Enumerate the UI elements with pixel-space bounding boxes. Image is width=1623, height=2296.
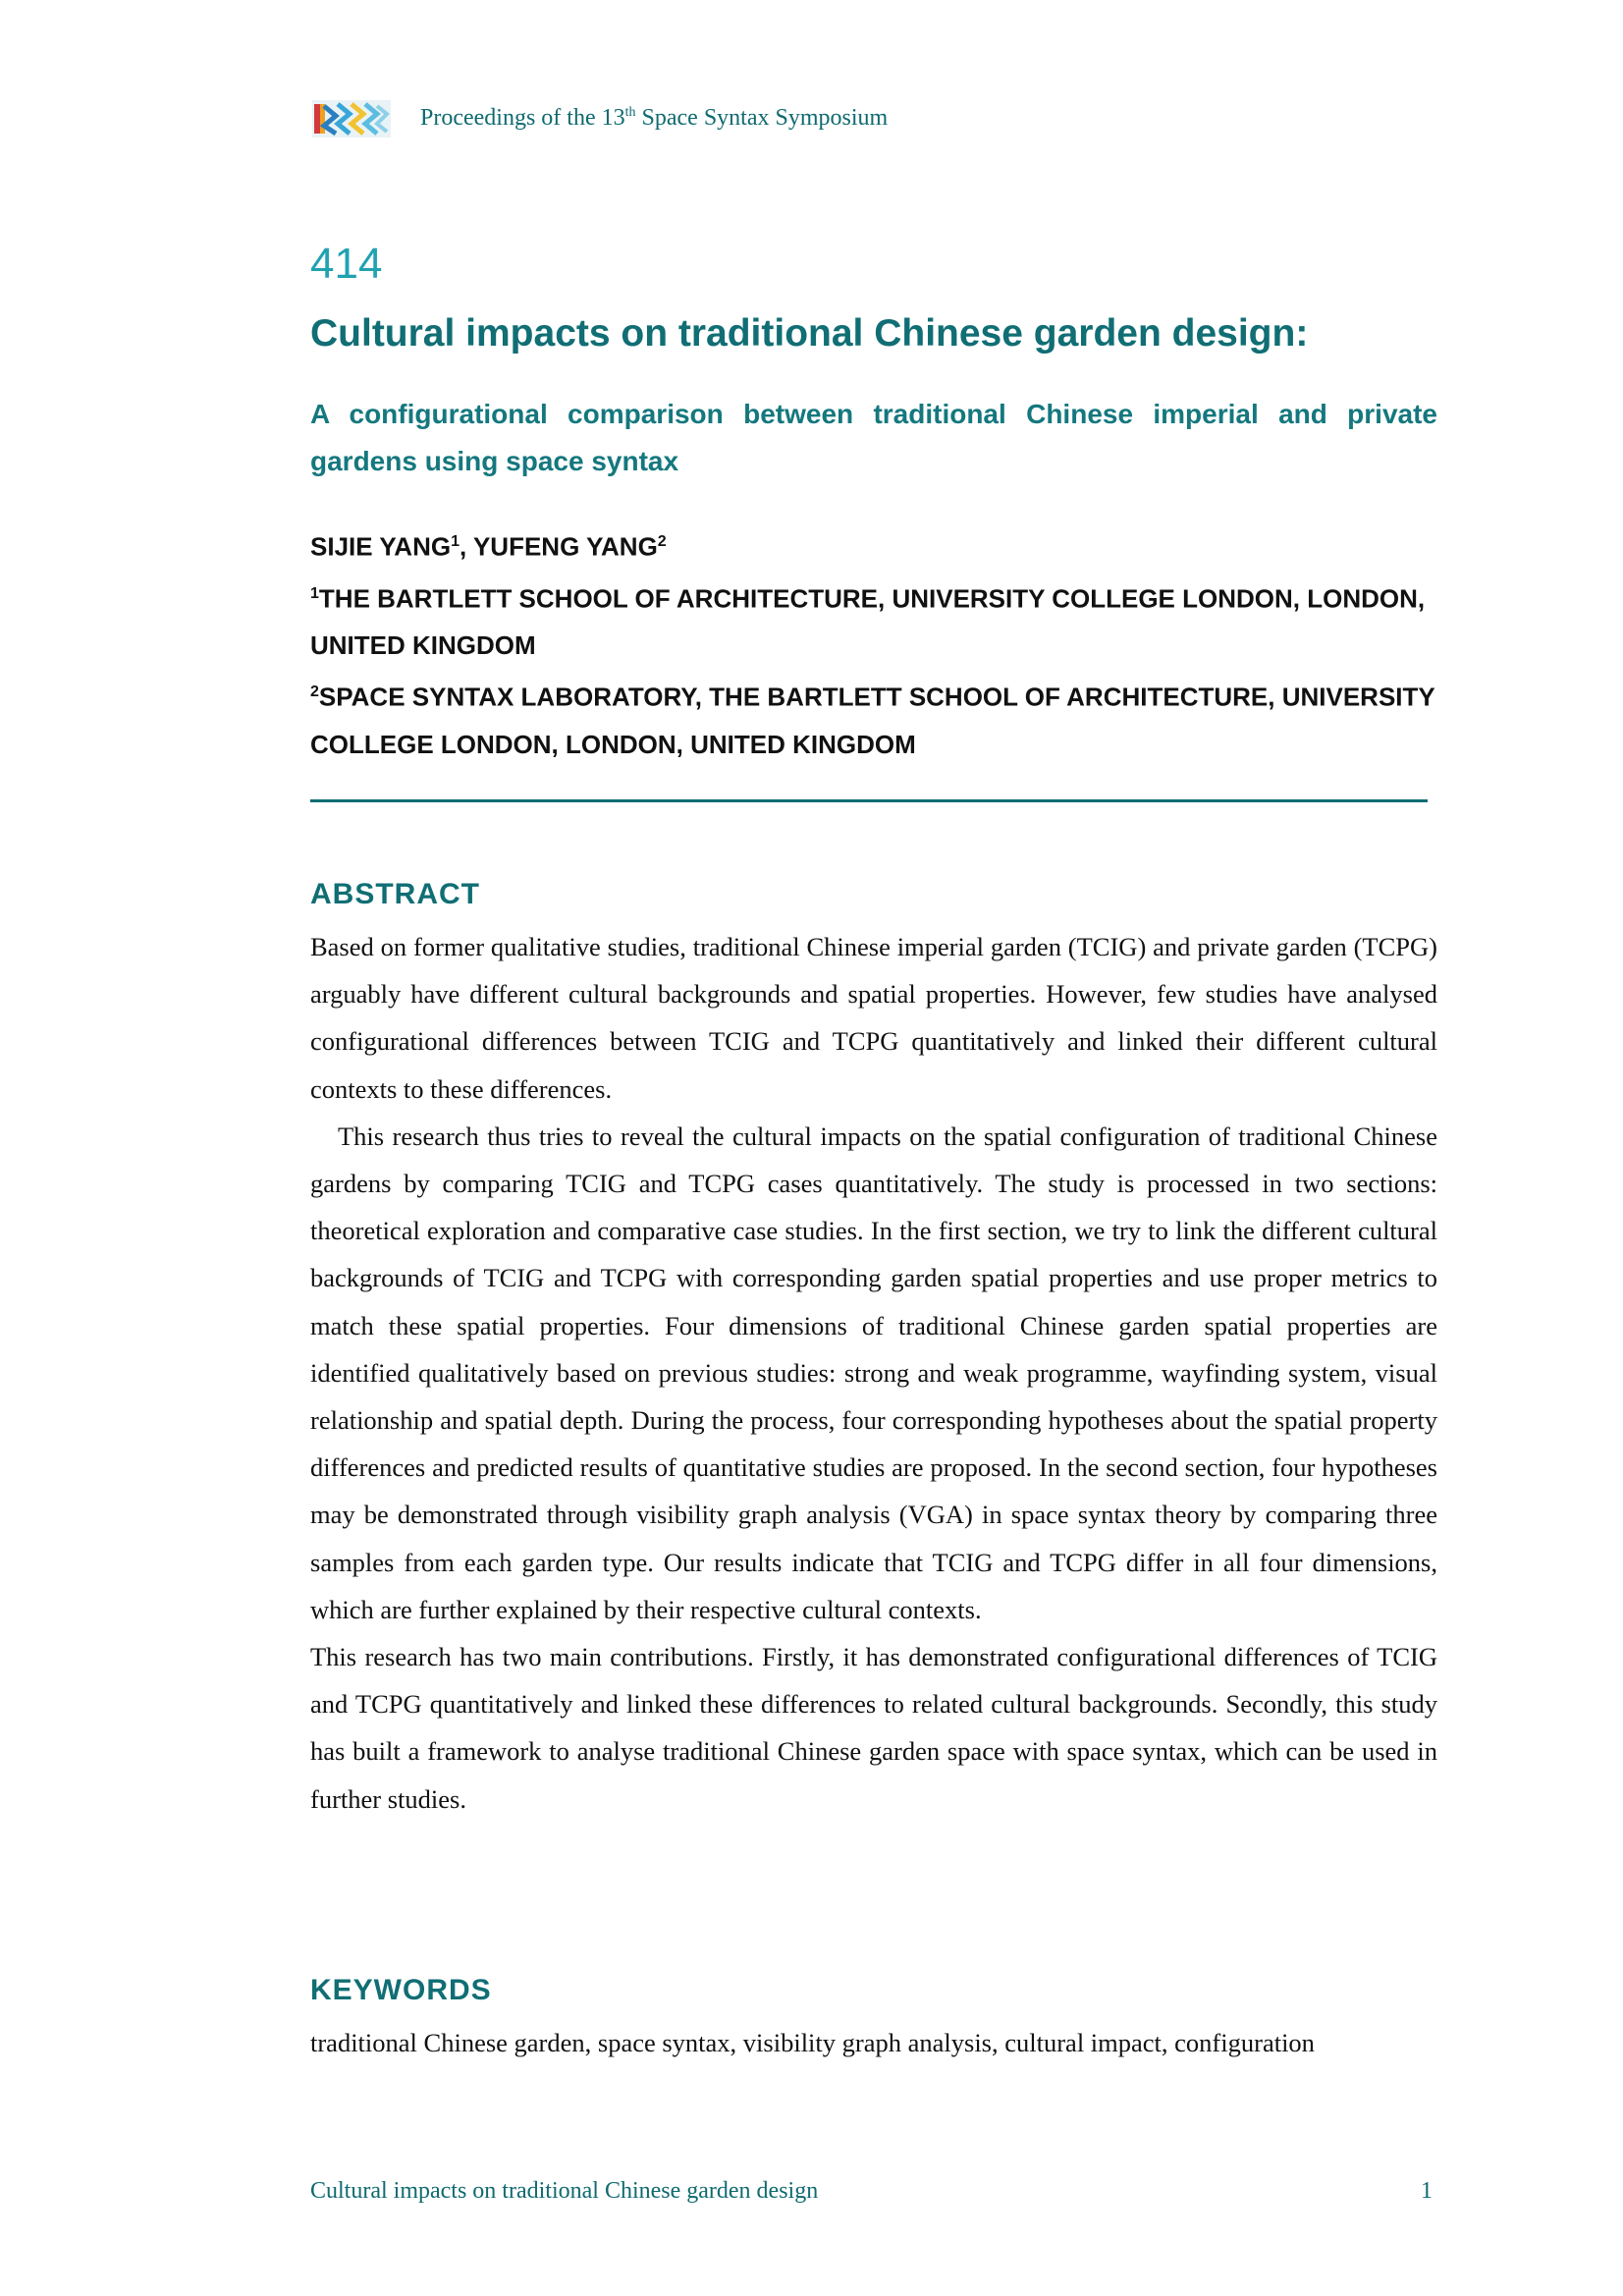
keywords-text: traditional Chinese garden, space syntax, visibility graph analysis, cultural impact, configuration (310, 2028, 1315, 2057)
keywords-heading: KEYWORDS (310, 1974, 492, 2006)
page-header (312, 94, 888, 141)
running-title: Cultural impacts on traditional Chinese garden design (310, 2178, 819, 2204)
proceedings-title: Proceedings of the 13th Space Syntax Symposium (420, 104, 889, 131)
paper-title: Cultural impacts on traditional Chinese garden design: (310, 312, 1309, 355)
paper-number: 414 (310, 240, 383, 288)
affiliation-2: $^2$SPACE SYNTAX LABORATORY, THE BARTLETT SCHOOL OF ARCHITECTURE, UNIVERSITY COLLEGE LONDON, LONDON, UNITED KINGDOM (310, 682, 1435, 759)
abstract-paragraph: This research has two main contributions. Firstly, it has demonstrated configurational differences of TCIG and TCPG quantitatively and linked these differences to related cultural backgrounds. Secondly, this study has built a framework to analyse traditional Chinese garden space with space syntax, which can be used in further studies. (310, 1642, 1437, 1814)
affiliation-1: $^1$THE BARTLETT SCHOOL OF ARCHITECTURE, UNIVERSITY COLLEGE LONDON, LONDON, UNITED KINGDOM (310, 583, 1426, 661)
abstract-paragraph: This research thus tries to reveal the cultural impacts on the spatial configuration of traditional Chinese gardens by comparing TCIG and TCPG cases quantitatively. The study is processed in two sections: theoretical exploration and comparative case studies. In the first section, we try to link the different cultural backgrounds of TCIG and TCPG with corresponding garden spatial properties and use proper metrics to match these spatial properties. Four dimensions of traditional Chinese garden spatial properties are identified qualitatively based on previous studies: strong and weak programme, wayfinding system, visual relationship and spatial depth. During the process, four corresponding hypotheses about the spatial property differences and predicted results of quantitative studies are proposed. In the second section, four hypotheses may be demonstrated through visibility graph analysis (VGA) in space syntax theory by comparing three samples from each garden type. Our results indicate that TCIG and TCPG differ in all four dimensions, which are further explained by their respective cultural contexts. (310, 1121, 1437, 1624)
abstract-heading: ABSTRACT (310, 878, 480, 910)
header-divider (310, 799, 1428, 802)
author-block (310, 519, 1439, 768)
abstract-paragraph: Based on former qualitative studies, traditional Chinese imperial garden (TCIG) and private garden (TCPG) arguably have different cultural backgrounds and spatial properties. However, few studies have analysed configurational differences between TCIG and TCPG quantitatively and linked their different cultural contexts to these differences. (310, 932, 1437, 1104)
author-names: SIJIE YANG$^1$, YUFENG YANG$^2$ (310, 531, 667, 562)
paper-subtitle: A configurational comparison between traditional Chinese imperial and private gardens using space syntax (310, 399, 1437, 476)
abstract-body (310, 923, 1437, 1823)
page-number: 1 (1421, 2178, 1433, 2204)
symposium-logo-icon (312, 94, 391, 141)
